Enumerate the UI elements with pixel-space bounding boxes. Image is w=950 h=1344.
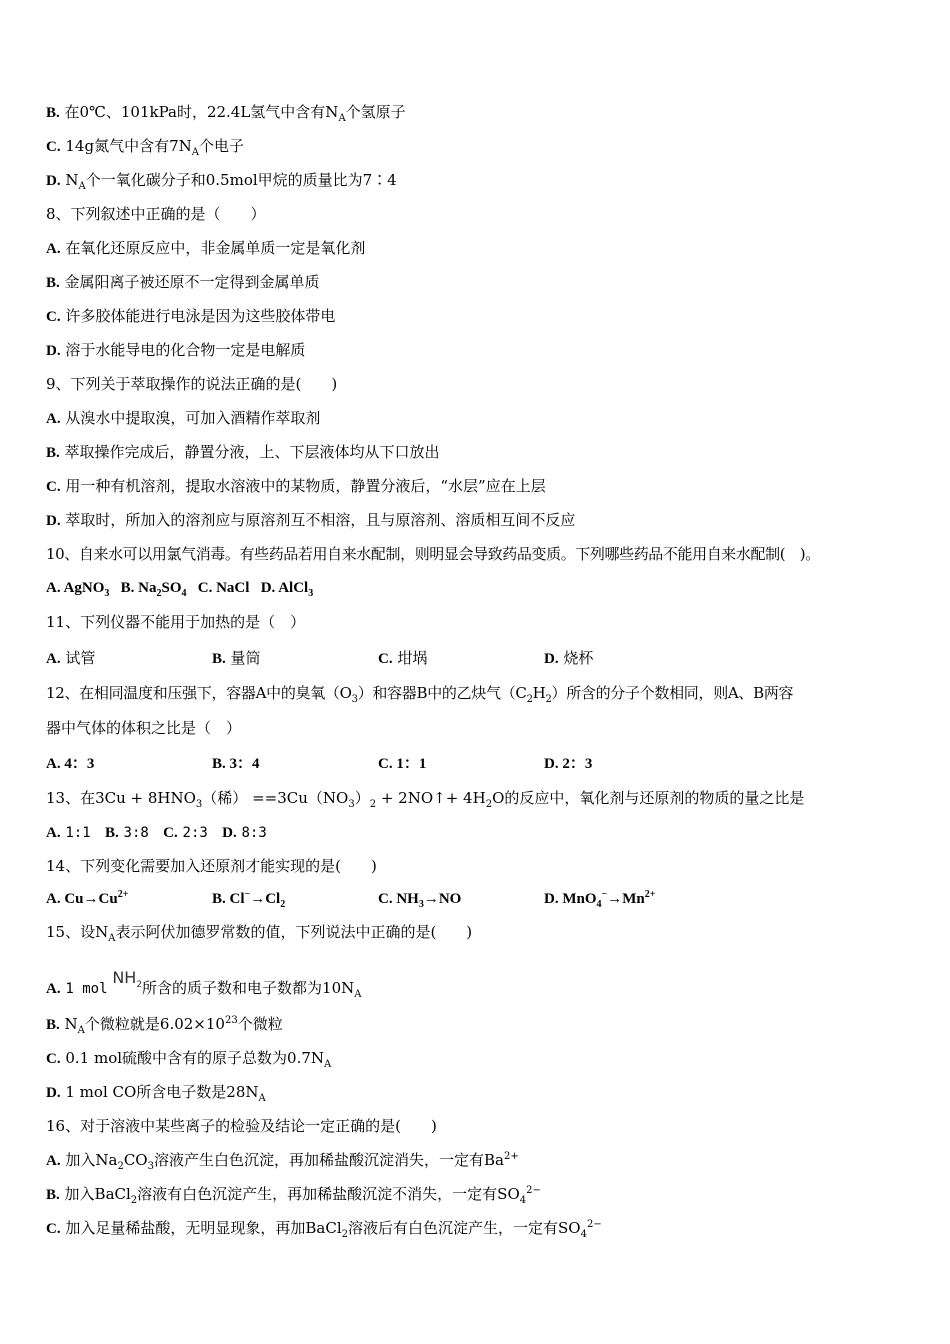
q8-option-c: C. 许多胶体能进行电泳是因为这些胶体带电	[46, 307, 336, 325]
q9-option-d: D. 萃取时，所加入的溶剂应与原溶剂互不相溶，且与原溶剂、溶质相互间不反应	[46, 511, 576, 529]
q12-stem-line1: 12、在相同温度和压强下，容器A中的臭氧$(O_3)$和容器B中的乙炔气$(C_2H_2)$所含的分子个数相同，则A、B两容	[46, 684, 794, 705]
q14-options: A. $Cu\to Cu^{2+}$ B. $Cl^-\to Cl_2$ C. $NH_3\to NO$ D. $MnO_4^-\to Mn^{2+}$	[46, 889, 656, 910]
q9-option-a: A. 从溴水中提取溴，可加入酒精作萃取剂	[46, 409, 321, 427]
q16-stem: 16、对于溶液中某些离子的检验及结论一定正确的是( )	[46, 1117, 437, 1135]
q9-stem: 9、下列关于萃取操作的说法正确的是( )	[46, 375, 338, 393]
q12-options: A. 4：3 B. 3：4 C. 1：1 D. 2：3	[46, 756, 593, 772]
q7-option-b: B. 在0℃、101kPa时，22.4L氢气中含有$N_A$个氢原子	[46, 103, 406, 124]
q9-option-b: B. 萃取操作完成后，静置分液，上、下层液体均从下口放出	[46, 443, 440, 461]
q14-stem: 14、下列变化需要加入还原剂才能实现的是( )	[46, 857, 377, 875]
q15-stem: 15、设$N_A$表示阿伏加德罗常数的值，下列说法中正确的是( )	[46, 923, 473, 944]
option-text: 在0℃、101kPa时，22.4L氢气中含有N	[64, 103, 339, 121]
q15-option-a: A. 1 mol $NH_2$所含的质子数和电子数都为$10N_A$	[46, 968, 362, 1000]
q10-stem: 10、自来水可以用氯气消毒。有些药品若用自来水配制，则明显会导致药品变质。下列哪些药品不能用自来水配制( )。	[46, 545, 820, 563]
q15-option-d: D. 1 mol CO所含电子数是$28N_A$	[46, 1083, 266, 1104]
q13-options: A. 1:1 B. 3:8 C. 2:3 D. 8:3	[46, 825, 267, 841]
q16-option-c: C. 加入足量稀盐酸，无明显现象，再加BaCl$_2$溶液后有白色沉淀产生，一定有$SO_4^{2-}$	[46, 1219, 602, 1240]
q9-option-c: C. 用一种有机溶剂，提取水溶液中的某物质，静置分液后，“水层”应在上层	[46, 477, 546, 495]
q10-options: A. AgNO$_3$ B. $Na_2SO_4$ C. NaCl D. AlCl$_3$	[46, 580, 314, 599]
q8-option-a: A. 在氧化还原反应中，非金属单质一定是氧化剂	[46, 239, 366, 257]
q12-stem-line2: 器中气体的体积之比是（ ）	[46, 719, 242, 737]
option-label: B.	[46, 105, 60, 121]
q7-option-d: D. $N_A$个一氧化碳分子和0.5mol甲烷的质量比为7∶4	[46, 171, 397, 192]
q15-option-b: B. $N_A$个微粒就是$6.02\times 10^{23}$个微粒	[46, 1015, 283, 1036]
q8-option-d: D. 溶于水能导电的化合物一定是电解质	[46, 341, 306, 359]
q16-option-b: B. 加入BaCl$_2$溶液有白色沉淀产生，再加稀盐酸沉淀不消失，一定有$SO_4^{2-}$	[46, 1185, 541, 1206]
q8-option-b: B. 金属阳离子被还原不一定得到金属单质	[46, 273, 320, 291]
q13-stem: 13、在$3Cu + 8HNO_3$（稀） $==3Cu(NO_3)_2$ + 2NO↑+ $4H_2O$的反应中，氧化剂与还原剂的物质的量之比是	[46, 789, 805, 810]
nh2-formula-image: $NH_2$	[112, 968, 143, 991]
q11-options: A. 试管 B. 量筒 C. 坩埚 D. 烧杯	[46, 649, 594, 667]
q8-stem: 8、下列叙述中正确的是（ ）	[46, 205, 266, 223]
q15-option-c: C. 0.1 mol硫酸中含有的原子总数为$0.7N_A$	[46, 1049, 332, 1070]
q7-option-c: C. 14g氮气中含有$7N_A$个电子	[46, 137, 244, 158]
q11-stem: 11、下列仪器不能用于加热的是（ ）	[46, 613, 306, 631]
q16-option-a: A. 加入$Na_2CO_3$溶液产生白色沉淀，再加稀盐酸沉淀消失，一定有$Ba^{2+}$	[46, 1151, 519, 1172]
